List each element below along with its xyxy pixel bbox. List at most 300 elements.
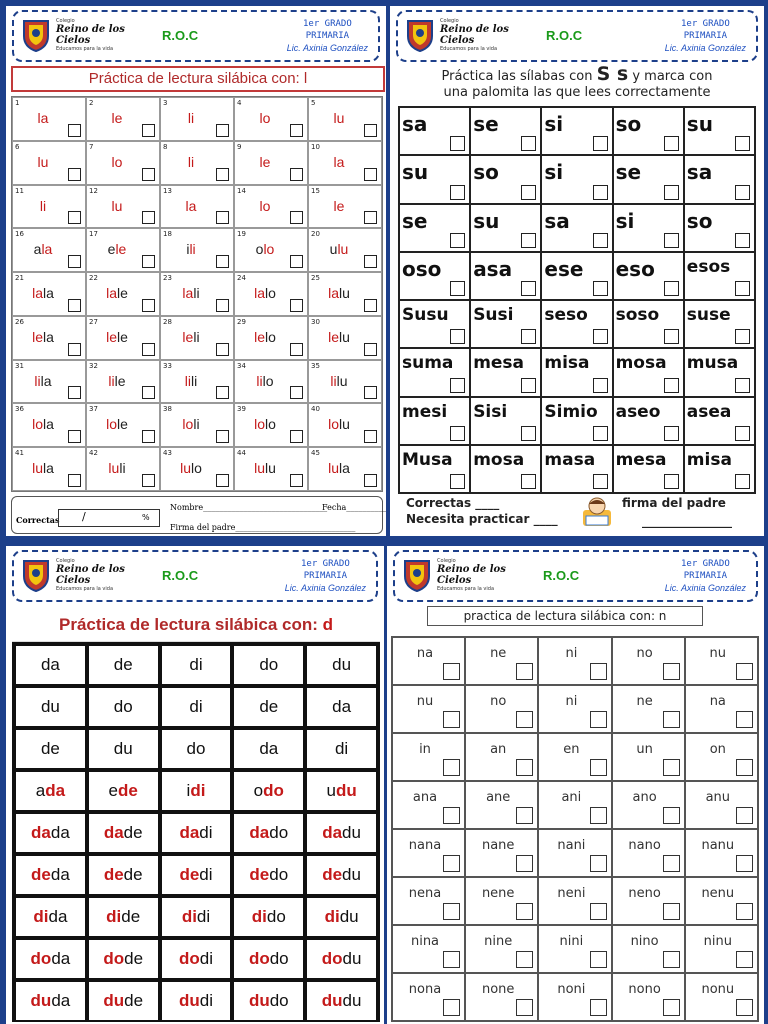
checkbox[interactable] <box>663 759 680 776</box>
list-item <box>232 980 305 1022</box>
list-item <box>392 733 465 781</box>
checkbox[interactable] <box>290 474 303 487</box>
word: mesa <box>615 449 667 470</box>
name-field[interactable]: Nombre_______________________________ <box>170 503 328 512</box>
checkbox[interactable] <box>736 903 753 920</box>
school-header <box>393 550 758 602</box>
checkbox[interactable] <box>290 211 303 224</box>
syllable <box>309 460 369 476</box>
checkbox[interactable] <box>68 168 81 181</box>
list-item <box>685 781 758 829</box>
checkbox[interactable] <box>68 255 81 268</box>
list-item <box>612 781 685 829</box>
syllable-part: da <box>103 823 124 842</box>
checkbox[interactable] <box>142 124 155 137</box>
word: sa <box>544 208 570 233</box>
list-item <box>541 107 612 155</box>
syllable-part: lu <box>111 197 123 214</box>
worksheet-d <box>6 546 384 1024</box>
checkbox[interactable] <box>521 185 536 200</box>
word: mesi <box>402 401 448 422</box>
checkbox[interactable] <box>735 185 750 200</box>
checkbox[interactable] <box>664 474 679 489</box>
list-item <box>613 204 684 252</box>
syllable-part: le <box>117 328 128 345</box>
word: sa <box>686 160 713 185</box>
checkbox[interactable] <box>521 281 536 296</box>
syllable-part: lu <box>254 460 265 477</box>
checkbox[interactable] <box>68 124 81 137</box>
checkbox[interactable] <box>142 255 155 268</box>
checkbox[interactable] <box>736 999 753 1016</box>
item-number: 21 <box>15 274 24 283</box>
checkbox[interactable] <box>443 903 460 920</box>
syllable-part: di <box>189 697 203 716</box>
syllable-part: li <box>34 372 41 389</box>
list-item <box>684 348 755 396</box>
list-item <box>541 348 612 396</box>
syllable-part: da <box>51 991 71 1010</box>
checkbox[interactable] <box>516 807 533 824</box>
word: eso <box>615 256 655 281</box>
checkbox[interactable] <box>736 951 753 968</box>
checkbox[interactable] <box>516 951 533 968</box>
checkbox[interactable] <box>521 378 536 393</box>
word: mosa <box>473 449 525 470</box>
checkbox[interactable] <box>68 211 81 224</box>
list-item <box>86 185 160 229</box>
word: su <box>473 208 500 233</box>
checkbox[interactable] <box>443 999 460 1016</box>
checkbox[interactable] <box>450 426 465 441</box>
roc-label: R.O.C <box>543 568 580 583</box>
checkbox[interactable] <box>593 185 608 200</box>
checkbox[interactable] <box>450 281 465 296</box>
title-letter: d <box>322 615 333 634</box>
item-number: 39 <box>237 405 246 414</box>
list-item <box>232 644 305 686</box>
syllable-part: di <box>199 865 213 884</box>
list-item <box>538 637 611 685</box>
checkbox[interactable] <box>593 233 608 248</box>
title-letters: S s <box>596 63 629 85</box>
checkbox[interactable] <box>290 255 303 268</box>
worksheet-l <box>6 6 386 536</box>
list-item <box>613 397 684 445</box>
checkbox[interactable] <box>736 663 753 680</box>
checkbox[interactable] <box>216 211 229 224</box>
checkbox[interactable] <box>290 299 303 312</box>
syllable-part: li <box>191 372 198 389</box>
checkbox[interactable] <box>664 329 679 344</box>
list-item <box>160 272 234 316</box>
syllable <box>235 416 295 432</box>
list-item <box>465 829 538 877</box>
checkbox[interactable] <box>216 386 229 399</box>
date-field[interactable]: Fecha__________ <box>322 503 386 512</box>
checkbox[interactable] <box>450 233 465 248</box>
list-item <box>87 686 160 728</box>
word: ano <box>632 790 657 805</box>
checkbox[interactable] <box>443 711 460 728</box>
syllable-part: le <box>259 153 271 170</box>
checkbox[interactable] <box>68 386 81 399</box>
syllable-part: du <box>342 823 361 842</box>
word: nenu <box>701 886 735 901</box>
syllable-part: li <box>189 241 196 258</box>
checkbox[interactable] <box>443 951 460 968</box>
list-item <box>86 141 160 185</box>
item-number: 36 <box>15 405 24 414</box>
list-item <box>392 925 465 973</box>
school-motto: Educamos para la vida <box>56 46 114 52</box>
word: mesa <box>473 353 525 374</box>
list-item <box>12 272 86 316</box>
syllable-part: li <box>119 460 126 477</box>
word: an <box>490 742 507 757</box>
checkbox[interactable] <box>663 903 680 920</box>
word: ani <box>561 790 582 805</box>
list-item <box>538 925 611 973</box>
checkbox[interactable] <box>290 124 303 137</box>
list-item <box>232 854 305 896</box>
list-item <box>160 686 233 728</box>
list-item <box>685 733 758 781</box>
checkbox[interactable] <box>735 136 750 151</box>
checkbox[interactable] <box>664 426 679 441</box>
list-item <box>613 445 684 493</box>
word: Sisi <box>473 401 508 422</box>
checkbox[interactable] <box>290 430 303 443</box>
checkbox[interactable] <box>142 430 155 443</box>
checkbox[interactable] <box>364 343 377 356</box>
word: masa <box>544 449 596 470</box>
syllable <box>13 416 73 432</box>
word: neni <box>557 886 586 901</box>
checkbox[interactable] <box>364 255 377 268</box>
checkbox[interactable] <box>590 903 607 920</box>
list-item <box>470 445 541 493</box>
checkbox[interactable] <box>142 386 155 399</box>
item-number: 14 <box>237 186 246 195</box>
syllable-part: du <box>332 655 352 674</box>
list-item <box>538 685 611 733</box>
checkbox[interactable] <box>521 474 536 489</box>
checkbox[interactable] <box>443 855 460 872</box>
list-item <box>87 644 160 686</box>
syllable-part: da <box>40 655 60 674</box>
checkbox[interactable] <box>735 329 750 344</box>
list-item <box>392 973 465 1021</box>
checkbox[interactable] <box>290 168 303 181</box>
school-motto: Educamos para la vida <box>440 46 498 52</box>
checkbox[interactable] <box>593 329 608 344</box>
syllable-part: la <box>333 153 345 170</box>
checkbox[interactable] <box>593 136 608 151</box>
checkbox[interactable] <box>443 759 460 776</box>
word: nana <box>408 838 442 853</box>
checkbox[interactable] <box>68 430 81 443</box>
syllable-part: la <box>43 328 54 345</box>
syllable <box>161 285 221 301</box>
checkbox[interactable] <box>216 343 229 356</box>
checkbox[interactable] <box>516 999 533 1016</box>
checkbox[interactable] <box>142 474 155 487</box>
item-number: 28 <box>163 317 172 326</box>
item-number: 2 <box>89 99 94 107</box>
checkbox[interactable] <box>664 378 679 393</box>
list-item <box>399 155 470 203</box>
signature-line[interactable]: _______________ <box>642 514 732 528</box>
syllable-part: di <box>189 655 203 674</box>
checkbox[interactable] <box>142 299 155 312</box>
syllable-part: da <box>249 823 270 842</box>
list-item <box>12 97 86 141</box>
checkbox[interactable] <box>593 281 608 296</box>
list-item <box>538 877 611 925</box>
syllable-part: li <box>184 372 191 389</box>
checkbox[interactable] <box>593 426 608 441</box>
syllable-part: da <box>45 781 66 800</box>
list-item <box>232 938 305 980</box>
checkbox[interactable] <box>664 233 679 248</box>
checkbox[interactable] <box>590 759 607 776</box>
item-number: 7 <box>89 142 94 151</box>
checkbox[interactable] <box>663 663 680 680</box>
checkbox[interactable] <box>68 474 81 487</box>
list-item <box>12 228 86 272</box>
list-item <box>685 829 758 877</box>
syllable-part: do <box>269 949 289 968</box>
word: Susu <box>402 305 449 325</box>
syllable <box>87 110 147 126</box>
syllable <box>309 329 369 345</box>
checkbox[interactable] <box>443 807 460 824</box>
list-item <box>160 728 233 770</box>
list-item <box>14 644 87 686</box>
item-number: 26 <box>15 317 24 326</box>
item-number: 5 <box>311 99 316 107</box>
checkbox[interactable] <box>516 903 533 920</box>
checkbox[interactable] <box>664 281 679 296</box>
list-item <box>684 397 755 445</box>
syllable-grid <box>391 636 759 1022</box>
list-item <box>12 403 86 447</box>
school-motto: Educamos para la vida <box>56 586 114 592</box>
checkbox[interactable] <box>521 329 536 344</box>
checkbox[interactable] <box>290 386 303 399</box>
checkbox[interactable] <box>735 378 750 393</box>
item-number: 15 <box>311 186 320 195</box>
list-item <box>14 938 87 980</box>
syllable-part: de <box>40 739 60 758</box>
checkbox[interactable] <box>521 426 536 441</box>
checkbox[interactable] <box>593 474 608 489</box>
checkbox[interactable] <box>364 386 377 399</box>
syllable-part: le <box>106 328 117 345</box>
checkbox[interactable] <box>216 474 229 487</box>
syllable <box>87 285 147 301</box>
syllable-part: la <box>254 285 265 302</box>
list-item <box>160 447 234 491</box>
checkbox[interactable] <box>663 855 680 872</box>
checkbox[interactable] <box>450 185 465 200</box>
list-item <box>14 854 87 896</box>
checkbox[interactable] <box>663 711 680 728</box>
item-number: 40 <box>311 405 320 414</box>
list-item <box>308 360 382 404</box>
syllable <box>309 198 369 214</box>
syllable <box>13 110 73 126</box>
list-item <box>470 348 541 396</box>
checkbox[interactable] <box>142 343 155 356</box>
checkbox[interactable] <box>521 136 536 151</box>
syllable-part: du <box>342 949 362 968</box>
checkbox[interactable] <box>516 663 533 680</box>
syllable <box>87 416 147 432</box>
list-item <box>470 252 541 300</box>
checkbox[interactable] <box>216 255 229 268</box>
checkbox[interactable] <box>68 299 81 312</box>
list-item <box>305 770 378 812</box>
syllable-part: la <box>339 460 350 477</box>
checkbox[interactable] <box>364 474 377 487</box>
checkbox[interactable] <box>590 663 607 680</box>
checkbox[interactable] <box>664 136 679 151</box>
teacher-label: Lic. Axinia González <box>664 43 746 53</box>
checkbox[interactable] <box>735 281 750 296</box>
checkbox[interactable] <box>735 233 750 248</box>
item-number: 42 <box>89 449 98 458</box>
signature-field[interactable]: Firma del padre______________________________ <box>170 523 356 532</box>
word: so <box>615 112 642 136</box>
syllable-part: du <box>335 781 357 800</box>
checkbox[interactable] <box>216 299 229 312</box>
syllable-part: li <box>330 372 337 389</box>
list-item <box>399 252 470 300</box>
list-item <box>399 107 470 155</box>
title-part: y marca con <box>628 69 713 84</box>
list-item <box>541 155 612 203</box>
list-item <box>12 316 86 360</box>
word: seso <box>544 305 588 325</box>
word: so <box>686 208 713 233</box>
syllable <box>13 460 73 476</box>
checkbox[interactable] <box>216 124 229 137</box>
checkbox[interactable] <box>450 136 465 151</box>
checkbox[interactable] <box>590 807 607 824</box>
checkbox[interactable] <box>736 855 753 872</box>
checkbox[interactable] <box>364 124 377 137</box>
checkbox[interactable] <box>593 378 608 393</box>
syllable-part: lo <box>265 328 276 345</box>
syllable-part: lo <box>262 372 274 389</box>
item-number: 35 <box>311 361 320 370</box>
checkbox[interactable] <box>364 299 377 312</box>
word: si <box>544 112 564 136</box>
checkbox[interactable] <box>516 855 533 872</box>
syllable-part: le <box>328 328 339 345</box>
syllable-part: lu <box>339 328 350 345</box>
syllable-part: di <box>199 949 213 968</box>
list-item <box>685 877 758 925</box>
syllable-part: lu <box>37 153 49 170</box>
checkbox[interactable] <box>736 711 753 728</box>
checkbox[interactable] <box>364 430 377 443</box>
word: soso <box>615 305 660 325</box>
checkbox[interactable] <box>590 711 607 728</box>
checkbox[interactable] <box>521 233 536 248</box>
list-item <box>160 980 233 1022</box>
checkbox[interactable] <box>364 168 377 181</box>
checkbox[interactable] <box>663 807 680 824</box>
item-number: 34 <box>237 361 246 370</box>
list-item <box>234 185 308 229</box>
checkbox[interactable] <box>450 474 465 489</box>
syllable-part: du <box>342 991 362 1010</box>
syllable <box>161 416 221 432</box>
checkbox[interactable] <box>142 211 155 224</box>
checkbox[interactable] <box>664 185 679 200</box>
checkbox[interactable] <box>68 343 81 356</box>
syllable <box>235 241 295 257</box>
roc-label: R.O.C <box>162 28 199 43</box>
list-item <box>612 877 685 925</box>
list-item <box>86 228 160 272</box>
checkbox[interactable] <box>216 168 229 181</box>
checkbox[interactable] <box>735 474 750 489</box>
checkbox[interactable] <box>216 430 229 443</box>
checkbox[interactable] <box>736 759 753 776</box>
syllable <box>161 241 221 257</box>
syllable-part: u <box>326 781 336 800</box>
syllable <box>309 416 369 432</box>
needs-practice-label: Necesita practicar ____ <box>406 512 558 526</box>
school-name-block <box>56 558 156 592</box>
syllable-part: da <box>50 865 70 884</box>
school-small-label: Colegio <box>437 558 456 564</box>
checkbox[interactable] <box>364 211 377 224</box>
syllable-part: la <box>32 285 43 302</box>
school-small-label: Colegio <box>440 18 459 24</box>
checkbox[interactable] <box>450 329 465 344</box>
word: nine <box>484 934 513 949</box>
checkbox[interactable] <box>450 378 465 393</box>
word: on <box>709 742 726 757</box>
list-item <box>541 252 612 300</box>
list-item <box>465 733 538 781</box>
syllable <box>87 241 147 257</box>
word: neno <box>628 886 661 901</box>
list-item <box>399 397 470 445</box>
checkbox[interactable] <box>663 951 680 968</box>
checkbox[interactable] <box>735 426 750 441</box>
item-number: 31 <box>15 361 24 370</box>
checkbox[interactable] <box>590 855 607 872</box>
checkbox[interactable] <box>590 951 607 968</box>
checkbox[interactable] <box>516 711 533 728</box>
checkbox[interactable] <box>590 999 607 1016</box>
checkbox[interactable] <box>142 168 155 181</box>
word: Susi <box>473 305 514 325</box>
syllable-part: lu <box>180 460 191 477</box>
checkbox[interactable] <box>290 343 303 356</box>
checkbox[interactable] <box>736 807 753 824</box>
checkbox[interactable] <box>516 759 533 776</box>
checkbox[interactable] <box>443 663 460 680</box>
checkbox[interactable] <box>663 999 680 1016</box>
list-item <box>305 896 378 938</box>
